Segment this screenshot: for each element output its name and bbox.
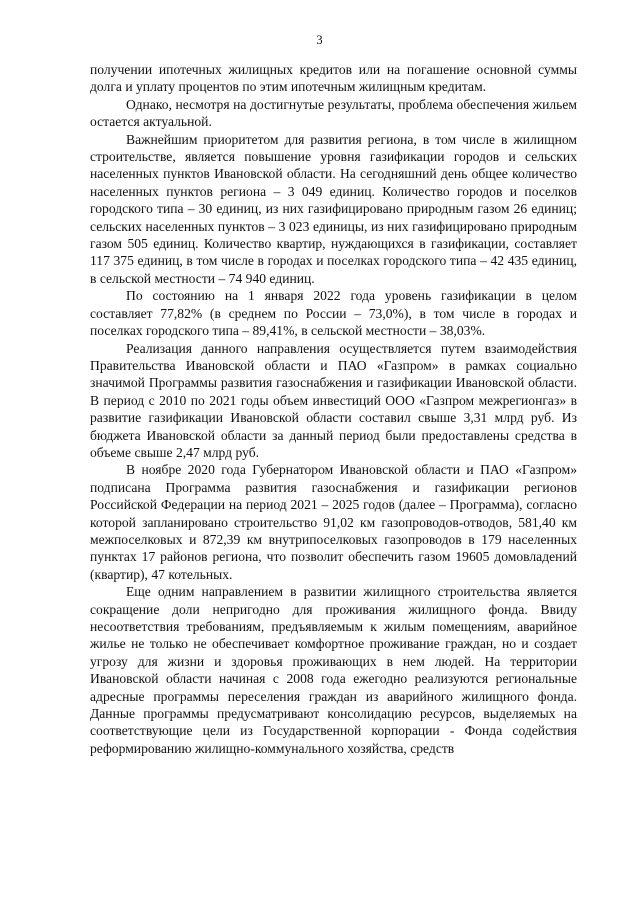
paragraph-gasification-program: В ноябре 2020 года Губернатором Ивановской области и ПАО «Газпром» подписана Программа развития газоснабжения и газификации регионов Российской Федерации на период 2021 – 2025 годов (далее – Программа), согласно которой запланировано строительство 91,02 км газопроводов-отводов, 581,40 км межпоселковых и 872,39 км внутрипоселковых газопроводов в 179 населенных пунктах 17 районов региона, что позволит обеспечить газом 19605 домовладений (квартир), 47 котельных. [90, 462, 577, 582]
document-body [90, 61, 577, 757]
paragraph-gasification-level: По состоянию на 1 января 2022 года уровень газификации в целом составляет 77,82% (в среднем по России – 73,0%), в том числе в городах и поселках городского типа – 89,41%, в сельской местности – 38,03%. [90, 288, 577, 339]
paragraph-gazprom-cooperation: Реализация данного направления осуществляется путем взаимодействия Правительства Ивановской области и ПАО «Газпром» в рамках социально значимой Программы развития газоснабжения и газификации Ивановской области. В период с 2010 по 2021 годы объем инвестиций ООО «Газпром межрегионгаз» в развитие газификации Ивановской области составил свыше 3,31 млрд руб. Из бюджета Ивановской области за данный период были предоставлены средства в объеме свыше 2,47 млрд руб. [90, 340, 577, 460]
paragraph-emergency-housing: Еще одним направлением в развитии жилищного строительства является сокращение доли непригодно для проживания жилищного фонда. Ввиду несоответствия требованиям, предъявляемым к жилым помещениям, аварийное жилье не только не обеспечивает комфортное проживание граждан, но и создает угрозу для жизни и здоровья проживающих в нем людей. На территории Ивановской области начиная с 2008 года ежегодно реализуются региональные адресные программы переселения граждан из аварийного жилищного фонда. Данные программы предусматривают консолидацию ресурсов, выделяемых на соответствующие цели из Государственной корпорации - Фонда содействия реформированию жилищно-коммунального хозяйства, средств [90, 584, 577, 756]
paragraph-gasification-priority: Важнейшим приоритетом для развития региона, в том числе в жилищном строительстве, является повышение уровня газификации городов и сельских населенных пунктов Ивановской области. На сегодняшний день общее количество населенных пунктов региона – 3 049 единиц. Количество городов и поселков городского типа – 30 единиц, из них газифицировано природным газом 26 единиц; сельских населенных пунктов – 3 023 единицы, из них газифицировано природным газом 505 единиц. Количество квартир, нуждающихся в газификации, составляет 117 375 единиц, в том числе в городах и поселках городского типа – 42 435 единиц, в сельской местности – 74 940 единиц. [90, 131, 577, 286]
paragraph-housing-problem: Однако, несмотря на достигнутые результаты, проблема обеспечения жильем остается актуальной. [90, 96, 577, 130]
page-number: 3 [316, 33, 323, 47]
paragraph-mortgage-continuation: получении ипотечных жилищных кредитов или на погашение основной суммы долга и уплату процентов по этим ипотечным жилищным кредитам. [90, 62, 577, 95]
